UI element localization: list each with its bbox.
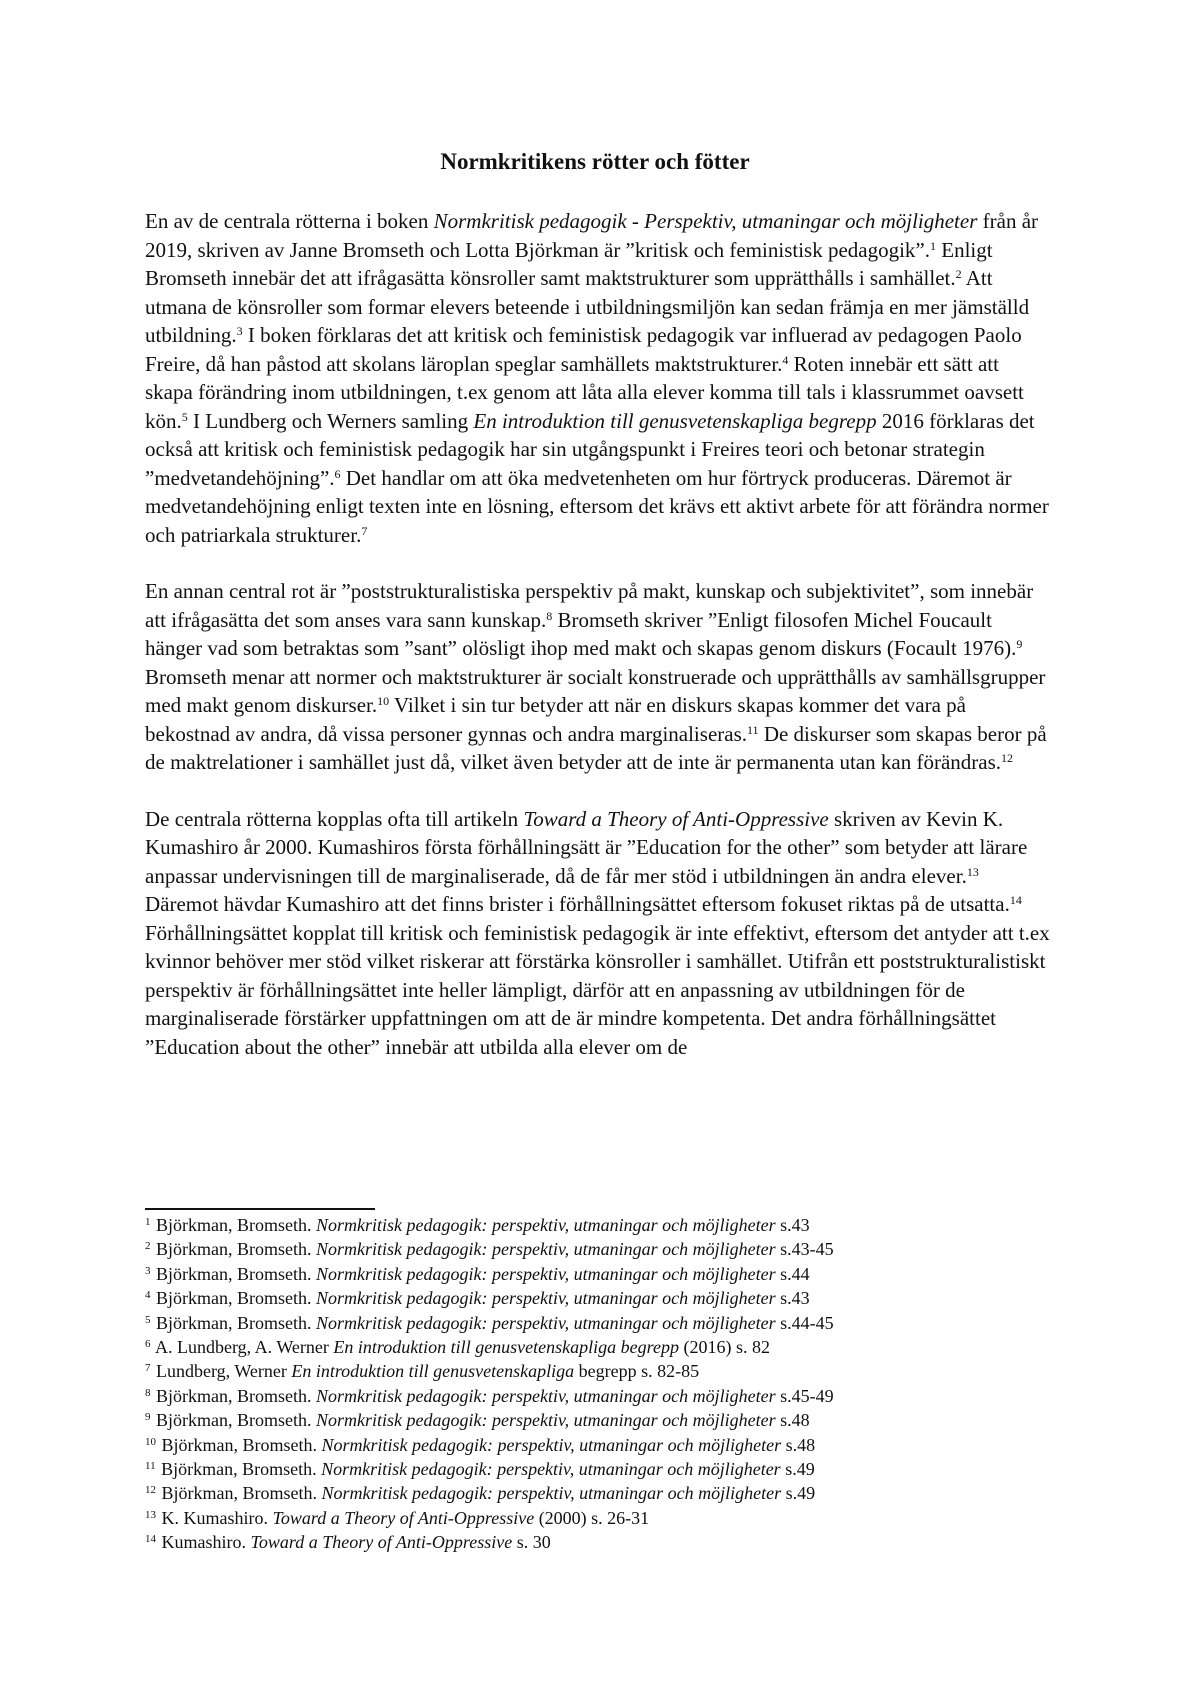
page-title: Normkritikens rötter och fötter (440, 149, 750, 174)
text-run: 2016 förklaras det också att kritisk och feministisk pedagogik har sin utgångspunkt i Freires teori och betonar strategin ”medvetandehöjning”. (145, 408, 1035, 490)
footnote (145, 1530, 1050, 1554)
footnote-reference: 13 (966, 864, 979, 879)
footnote (145, 1311, 1050, 1335)
footnote-reference: 14 (1009, 893, 1022, 907)
footnote (145, 1457, 1050, 1481)
footnote-reference: 7 (361, 523, 368, 538)
italic-title: Toward a Theory of Anti-Oppressive (272, 1507, 535, 1528)
text-run: En annan central rot är ”poststrukturalistiska perspektiv på makt, kunskap och subjektivitet”, som innebär att ifrågasätta det som anses vara sann kunskap. (145, 579, 1034, 632)
italic-title: Toward a Theory of Anti-Oppressive (250, 1532, 513, 1553)
text-run: K. Kumashiro. (157, 1507, 273, 1528)
text-run: s.49 (780, 1459, 815, 1480)
italic-title: En introduktion till genusvetenskapliga (291, 1361, 575, 1382)
text-run: I boken förklaras det att kritisk och feministisk pedagogik var influerad av pedagogen Paolo Freire, då han påstod att skolans läroplan speglar samhällets maktstrukturer. (145, 323, 1022, 376)
italic-title: Normkritisk pedagogik: perspektiv, utmaningar och möjligheter (316, 1215, 776, 1235)
text-run: Vilket i sin tur betyder att när en diskurs skapas kommer det vara på bekostnad av andra, då vissa personer gynnas och andra marginaliseras. (145, 693, 967, 746)
italic-title: Normkritisk pedagogik: perspektiv, utmaningar och möjligheter (316, 1263, 776, 1284)
text-run: Björkman, Bromseth. (157, 1483, 322, 1504)
text-run: s. 30 (512, 1532, 551, 1553)
footnote-reference: 14 (145, 1533, 156, 1546)
footnote-reference: 8 (546, 608, 553, 623)
text-run: Kumashiro. (157, 1532, 251, 1553)
text-run: s.44-45 (775, 1312, 834, 1333)
text-run: En av de centrala rötterna i boken (145, 209, 434, 233)
footnote (145, 1384, 1050, 1408)
footnote-reference: 12 (145, 1484, 156, 1497)
text-run: s.49 (781, 1483, 816, 1504)
text-run: s.43 (775, 1288, 810, 1309)
text-run: Lundberg, Werner (151, 1361, 292, 1382)
footnote (145, 1262, 1050, 1286)
text-run: De diskurser som skapas beror på de maktrelationer i samhället just då, vilket även betyder att de inte är permanenta utan kan förändras. (145, 721, 1047, 774)
body-text (145, 207, 1050, 1061)
text-run: s.43-45 (775, 1239, 834, 1260)
footnote-reference: 5 (145, 1313, 151, 1326)
footnote-reference: 4 (145, 1289, 151, 1302)
text-run: Björkman, Bromseth. (151, 1263, 316, 1284)
footnote-reference: 4 (782, 352, 789, 367)
text-run: (2016) s. 82 (678, 1337, 770, 1358)
footnote (145, 1335, 1050, 1359)
footnote-reference: 2 (145, 1240, 151, 1253)
text-run: (2000) s. 26-31 (534, 1507, 650, 1528)
italic-title: Normkritisk pedagogik: perspektiv, utmaningar och möjligheter (316, 1385, 776, 1406)
italic-title: Normkritisk pedagogik: perspektiv, utmaningar och möjligheter (316, 1288, 776, 1309)
footnote-reference: 3 (236, 324, 243, 338)
text-run: Roten innebär ett sätt att skapa förändring inom utbildningen, t.ex genom att låta alla elever komma till tals i klassrummet oavsett kön. (145, 351, 1024, 433)
footnotes (145, 1213, 1050, 1555)
footnote (145, 1408, 1050, 1432)
text-run: Björkman, Bromseth. (151, 1312, 316, 1333)
text-run: I Lundberg och Werners samling (187, 408, 474, 433)
footnote (145, 1237, 1050, 1261)
italic-title: Normkritisk pedagogik - Perspektiv, utmaningar och möjligheter (433, 209, 978, 233)
footnote-reference: 11 (145, 1460, 156, 1473)
footnote-reference: 10 (145, 1435, 156, 1448)
footnote-reference: 7 (145, 1362, 151, 1375)
italic-title: Normkritisk pedagogik: perspektiv, utmaningar och möjligheter (321, 1483, 782, 1504)
footnote-reference: 12 (1001, 751, 1013, 765)
text-run: Björkman, Bromseth. (156, 1459, 322, 1480)
text-run: Björkman, Bromseth. (151, 1239, 316, 1260)
text-run: Björkman, Bromseth. (151, 1215, 316, 1235)
footnote (145, 1286, 1050, 1310)
paragraph (145, 805, 1050, 1062)
text-run: s.45-49 (775, 1385, 834, 1406)
footnote-reference: 13 (145, 1508, 156, 1521)
text-run: Det handlar om att öka medvetenheten om hur förtryck produceras. Däremot är medvetandehöjning enligt texten inte en lösning, eftersom det krävs ett aktivt arbete för att förändra normer och patriarkala strukturer. (145, 465, 1049, 547)
footnote (145, 1506, 1050, 1530)
text-run: Björkman, Bromseth. (151, 1385, 316, 1406)
footnote-reference: 6 (145, 1338, 151, 1351)
italic-title: Normkritisk pedagogik: perspektiv, utmaningar och möjligheter (316, 1239, 776, 1260)
italic-title: Normkritisk pedagogik: perspektiv, utmaningar och möjligheter (316, 1312, 776, 1333)
footnote-reference: 8 (145, 1386, 151, 1399)
footnote-reference: 1 (145, 1216, 151, 1228)
footnote-reference: 2 (955, 267, 962, 281)
footnote-reference: 11 (747, 722, 759, 737)
footnote-reference: 6 (334, 466, 341, 481)
footnote-reference: 3 (145, 1264, 151, 1277)
text-run: skriven av Kevin K. Kumashiro år 2000. Kumashiros första förhållningsätt är ”Education for the other” som betyder att lärare anpassar undervisningen till de marginaliserade, då de får mer stöd i utbildningen än andra elever. (145, 806, 1028, 888)
text-run: Björkman, Bromseth. (151, 1288, 316, 1309)
text-run: s.43 (775, 1215, 810, 1235)
italic-title: Normkritisk pedagogik: perspektiv, utmaningar och möjligheter (316, 1410, 776, 1431)
italic-title: Toward a Theory of Anti-Oppressive (523, 806, 829, 831)
footnote (145, 1433, 1050, 1457)
text-run: från år 2019, skriven av Janne Bromseth och Lotta Björkman är ”kritisk och feministisk pedagogik”. (145, 209, 1039, 262)
footnote (145, 1213, 1050, 1237)
footnote-reference: 5 (181, 409, 188, 424)
paragraph (145, 207, 1050, 549)
paragraph (145, 577, 1050, 777)
footnote-reference: 9 (1016, 637, 1023, 651)
italic-title: En introduktion till genusvetenskapliga begrepp (333, 1337, 679, 1358)
footnote-separator (145, 1208, 375, 1210)
text-run: Björkman, Bromseth. (157, 1434, 322, 1455)
text-run: Att utmana de könsroller som formar elevers beteende i utbildningsmiljön kan sedan främja en mer jämställd utbildning. (145, 266, 1030, 347)
text-run: A. Lundberg, A. Werner (151, 1337, 334, 1358)
text-run: s.44 (775, 1263, 810, 1284)
footnote-reference: 10 (377, 694, 390, 708)
text-run: begrepp s. 82-85 (574, 1361, 700, 1382)
text-run: Enligt Bromseth innebär det att ifrågasätta könsroller samt maktstrukturer som upprätthålls i samhället. (145, 237, 993, 290)
text-run: De centrala rötterna kopplas ofta till artikeln (145, 806, 524, 831)
text-run: Björkman, Bromseth. (151, 1410, 316, 1431)
footnote (145, 1481, 1050, 1505)
text-run: Bromseth menar att normer och maktstrukturer är socialt konstruerade och upprätthålls av samhällsgrupper med makt genom diskurser. (145, 664, 1046, 717)
italic-title: Normkritisk pedagogik: perspektiv, utmaningar och möjligheter (321, 1459, 781, 1480)
italic-title: Normkritisk pedagogik: perspektiv, utmaningar och möjligheter (321, 1434, 782, 1455)
text-run: Förhållningsättet kopplat till kritisk och feministisk pedagogik är inte effektivt, eftersom det antyder att t.ex kvinnor behöver mer stöd vilket riskerar att förstärka könsroller i samhället. Utifrån ett poststrukturalistiskt perspektiv är förhållningsättet inte heller lämpligt, därför att en anpassning av utbildningen för de marginaliserade förstärker uppfattningen om att de är mindre kompetenta. Det andra förhållningsättet ”Education about the other” innebär att utbilda alla elever om de (145, 920, 1050, 1059)
footnote (145, 1359, 1050, 1383)
footnote-reference: 9 (145, 1411, 151, 1424)
italic-title: En introduktion till genusvetenskapliga begrepp (473, 408, 877, 433)
text-run: s.48 (781, 1434, 816, 1455)
footnote-reference: 1 (930, 238, 936, 253)
text-run: Däremot hävdar Kumashiro att det finns brister i förhållningsättet eftersom fokuset riktas på de utsatta. (145, 892, 1010, 916)
text-run: Bromseth skriver ”Enligt filosofen Michel Foucault hänger vad som betraktas som ”sant” olösligt ihop med makt och skapas genom diskurs (Focault 1976). (145, 607, 1017, 660)
text-run: s.48 (775, 1410, 810, 1431)
